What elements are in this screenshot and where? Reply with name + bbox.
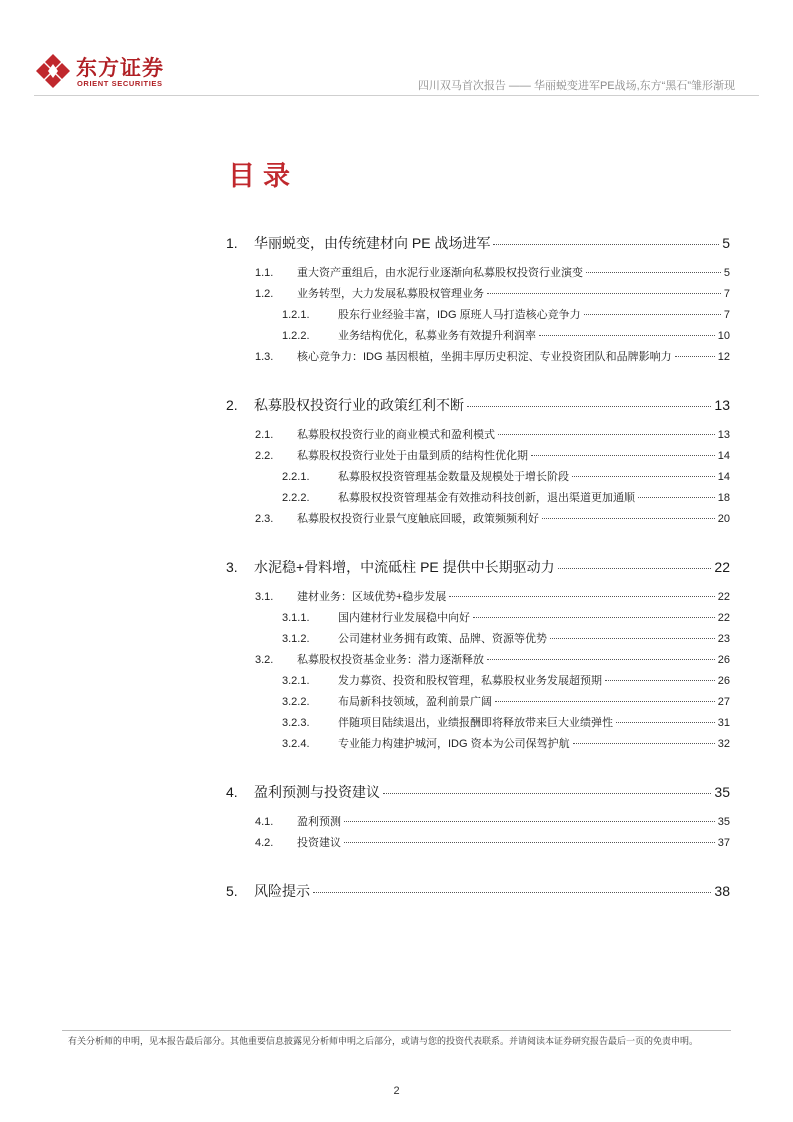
toc-entry-title: 华丽蜕变，由传统建材向 PE 战场进军 [254, 235, 491, 251]
toc-entry-title: 私募股权投资管理基金有效推动科技创新，退出渠道更加通顺 [338, 492, 635, 504]
header-divider [34, 95, 759, 96]
toc-entry-title: 专业能力构建护城河，IDG 资本为公司保驾护航 [338, 738, 570, 750]
toc-entry-title: 私募股权投资行业景气度触底回暖，政策频频利好 [297, 513, 539, 525]
toc-entry-number: 3.2.3. [282, 717, 310, 729]
toc-entry-title: 伴随项目陆续退出，业绩报酬即将释放带来巨大业绩弹性 [338, 717, 613, 729]
toc-entry-number: 1.1. [255, 267, 274, 279]
toc-entry-level3[interactable] [226, 609, 730, 625]
toc-entry-title: 布局新科技领域，盈利前景广阔 [338, 696, 492, 708]
toc-dot-leader [539, 335, 715, 336]
toc-entry-page: 31 [717, 717, 730, 729]
toc-entry-number: 3. [226, 559, 238, 575]
toc-entry-page: 38 [714, 883, 730, 899]
toc-entry-page: 23 [717, 633, 730, 645]
toc-entry-page: 27 [717, 696, 730, 708]
toc-entry-level3[interactable] [226, 489, 730, 505]
report-header-title: 四川双马首次报告 —— 华丽蜕变进军PE战场,东方“黑石”雏形渐现 [417, 80, 735, 92]
toc-entry-title: 国内建材行业发展稳中向好 [338, 612, 470, 624]
toc-entry-number: 3.1. [255, 591, 274, 603]
toc-dot-leader [550, 638, 715, 639]
toc-entry-number: 5. [226, 883, 238, 899]
toc-entry-page: 13 [714, 397, 730, 413]
toc-dot-leader [313, 892, 711, 893]
toc-entry-number: 2. [226, 397, 238, 413]
logo-english-name: ORIENT SECURITIES [77, 79, 163, 88]
toc-entry-level2[interactable] [226, 285, 730, 301]
toc-entry-level3[interactable] [226, 468, 730, 484]
toc-entry-number: 2.2. [255, 450, 274, 462]
toc-entry-title: 发力募资、投资和股权管理，私募股权业务发展超预期 [338, 675, 602, 687]
footer-divider [62, 1030, 731, 1031]
toc-entry-page: 10 [717, 330, 730, 342]
toc-entry-level1[interactable] [226, 557, 730, 577]
toc-entry-level2[interactable] [226, 813, 730, 829]
toc-entry-level3[interactable] [226, 306, 730, 322]
toc-title: 目录 [228, 161, 298, 191]
toc-entry-level3[interactable] [226, 672, 730, 688]
toc-entry-number: 3.2.2. [282, 696, 310, 708]
toc-entry-page: 26 [717, 675, 730, 687]
toc-dot-leader [558, 568, 712, 569]
toc-entry-level2[interactable] [226, 834, 730, 850]
orient-logo-icon [34, 54, 72, 88]
toc-entry-level3[interactable] [226, 693, 730, 709]
toc-entry-title: 私募股权投资管理基金数量及规模处于增长阶段 [338, 471, 569, 483]
toc-dot-leader [586, 272, 721, 273]
toc-entry-page: 13 [717, 429, 730, 441]
toc-dot-leader [449, 596, 714, 597]
toc-entry-level2[interactable] [226, 588, 730, 604]
toc-entry-page: 12 [717, 351, 730, 363]
toc-entry-number: 3.1.2. [282, 633, 310, 645]
toc-entry-number: 1.2. [255, 288, 274, 300]
toc-entry-level2[interactable] [226, 348, 730, 364]
toc-entry-page: 26 [717, 654, 730, 666]
toc-entry-number: 2.2.2. [282, 492, 310, 504]
toc-dot-leader [675, 356, 715, 357]
toc-dot-leader [344, 842, 715, 843]
toc-entry-page: 14 [717, 471, 730, 483]
toc-entry-title: 投资建议 [297, 837, 341, 849]
toc-dot-leader [572, 476, 715, 477]
toc-dot-leader [605, 680, 715, 681]
page-number: 2 [393, 1085, 400, 1097]
toc-entry-number: 2.2.1. [282, 471, 310, 483]
toc-entry-level2[interactable] [226, 426, 730, 442]
toc-dot-leader [531, 455, 715, 456]
toc-entry-page: 18 [717, 492, 730, 504]
toc-entry-number: 1. [226, 235, 238, 251]
toc-dot-leader [344, 821, 715, 822]
toc-entry-title: 公司建材业务拥有政策、品牌、资源等优势 [338, 633, 547, 645]
toc-entry-page: 5 [722, 235, 730, 251]
toc-entry-level3[interactable] [226, 735, 730, 751]
toc-dot-leader [473, 617, 715, 618]
toc-dot-leader [467, 406, 711, 407]
toc-entry-number: 1.2.1. [282, 309, 310, 321]
toc-entry-level2[interactable] [226, 447, 730, 463]
toc-entry-page: 35 [714, 784, 730, 800]
toc-dot-leader [638, 497, 715, 498]
toc-entry-level1[interactable] [226, 782, 730, 802]
toc-entry-title: 私募股权投资行业的商业模式和盈利模式 [297, 429, 495, 441]
toc-entry-number: 4. [226, 784, 238, 800]
toc-entry-title: 盈利预测 [297, 816, 341, 828]
toc-entry-number: 2.1. [255, 429, 274, 441]
toc-entry-level3[interactable] [226, 327, 730, 343]
toc-entry-title: 核心竞争力：IDG 基因根植，坐拥丰厚历史积淀、专业投资团队和品牌影响力 [297, 351, 672, 363]
toc-dot-leader [487, 659, 715, 660]
company-logo [34, 52, 184, 92]
toc-entry-page: 35 [717, 816, 730, 828]
toc-entry-level3[interactable] [226, 714, 730, 730]
toc-entry-number: 3.2. [255, 654, 274, 666]
toc-entry-page: 5 [723, 267, 730, 279]
toc-dot-leader [542, 518, 715, 519]
toc-entry-level1[interactable] [226, 881, 730, 901]
toc-entry-level2[interactable] [226, 651, 730, 667]
toc-entry-page: 14 [717, 450, 730, 462]
toc-dot-leader [573, 743, 715, 744]
toc-dot-leader [584, 314, 721, 315]
toc-entry-page: 20 [717, 513, 730, 525]
toc-entry-title: 重大资产重组后，由水泥行业逐渐向私募股权投资行业演变 [297, 267, 583, 279]
toc-entry-title: 私募股权投资基金业务：潜力逐渐释放 [297, 654, 484, 666]
toc-entry-title: 私募股权投资行业处于由量到质的结构性优化期 [297, 450, 528, 462]
toc-entry-level1[interactable] [226, 395, 730, 415]
toc-entry-number: 1.3. [255, 351, 274, 363]
footer-disclaimer: 有关分析师的申明，见本报告最后部分。其他重要信息披露见分析师申明之后部分，或请与您的投资代表联系。并请阅读本证券研究报告最后一页的免责申明。 [68, 1036, 699, 1046]
toc-entry-title: 风险提示 [254, 883, 310, 899]
toc-dot-leader [487, 293, 721, 294]
toc-entry-number: 3.1.1. [282, 612, 310, 624]
toc-entry-number: 4.2. [255, 837, 274, 849]
toc-entry-page: 32 [717, 738, 730, 750]
toc-entry-level2[interactable] [226, 510, 730, 526]
toc-dot-leader [383, 793, 711, 794]
toc-entry-level2[interactable] [226, 264, 730, 280]
toc-entry-title: 股东行业经验丰富，IDG 原班人马打造核心竞争力 [338, 309, 581, 321]
toc-entry-page: 7 [723, 288, 730, 300]
toc-dot-leader [495, 701, 715, 702]
toc-entry-page: 7 [723, 309, 730, 321]
toc-entry-title: 建材业务：区域优势+稳步发展 [297, 591, 447, 603]
toc-entry-page: 22 [714, 559, 730, 575]
toc-entry-title: 水泥稳+骨料增，中流砥柱 PE 提供中长期驱动力 [254, 559, 555, 575]
toc-entry-number: 4.1. [255, 816, 274, 828]
toc-entry-title: 私募股权投资行业的政策红利不断 [254, 397, 464, 413]
toc-entry-number: 3.2.1. [282, 675, 310, 687]
toc-entry-title: 业务结构优化，私募业务有效提升利润率 [338, 330, 536, 342]
toc-entry-page: 37 [717, 837, 730, 849]
toc-entry-level1[interactable] [226, 233, 730, 253]
toc-entry-title: 盈利预测与投资建议 [254, 784, 380, 800]
toc-entry-page: 22 [717, 612, 730, 624]
toc-entry-number: 2.3. [255, 513, 274, 525]
toc-dot-leader [493, 244, 719, 245]
toc-entry-title: 业务转型，大力发展私募股权管理业务 [297, 288, 484, 300]
toc-entry-number: 3.2.4. [282, 738, 310, 750]
logo-chinese-name: 东方证券 [76, 57, 164, 80]
toc-entry-level3[interactable] [226, 630, 730, 646]
toc-entry-page: 22 [717, 591, 730, 603]
toc-dot-leader [498, 434, 715, 435]
toc-dot-leader [616, 722, 715, 723]
toc-entry-number: 1.2.2. [282, 330, 310, 342]
